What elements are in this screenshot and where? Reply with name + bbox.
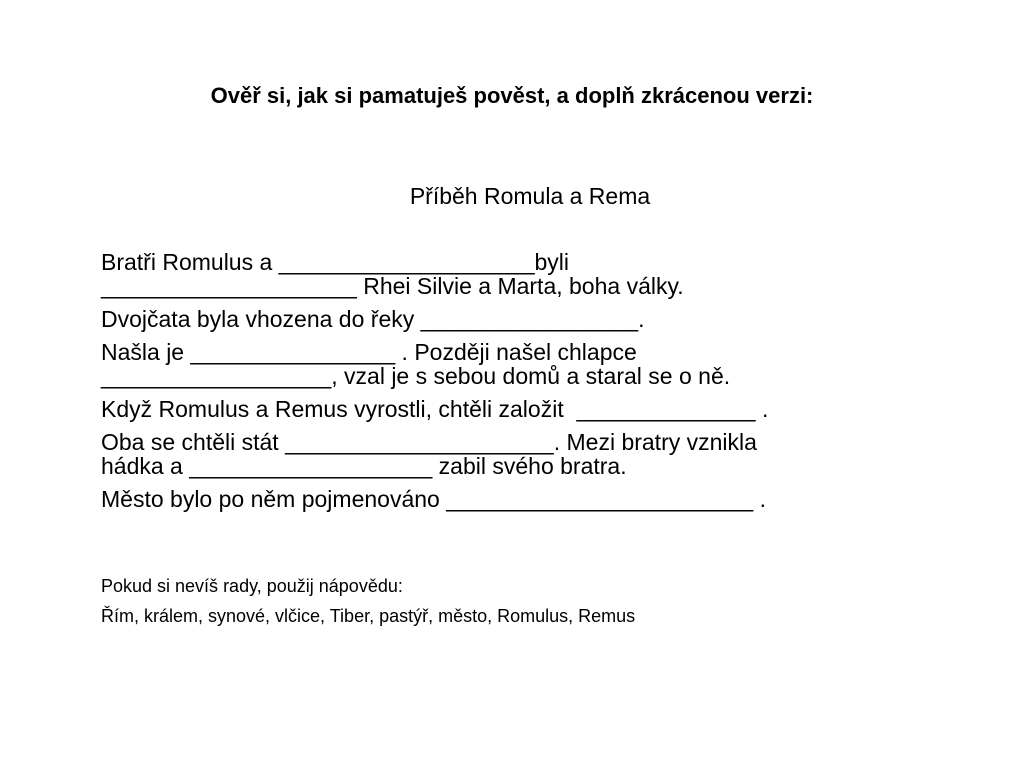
hint-section [101,575,941,635]
page-title: Ověř si, jak si pamatuješ pověst, a doplň zkrácenou verzi: [210,83,814,108]
exercise-sentence-4: Když Romulus a Remus vyrostli, chtěli založit ______________ . [101,396,769,422]
hint-word-list: Řím, králem, synové, vlčice, Tiber, pastýř, město, Romulus, Remus [101,606,636,626]
exercise-sentence-3: Našla je ________________ . Později našel chlapce __________________, vzal je s sebou domů a staral se o ně. [101,339,731,389]
hint-intro: Pokud si nevíš rady, použij nápovědu: [101,576,403,596]
fill-in-exercise [101,250,941,520]
story-title: Příběh Romula a Rema [409,183,651,209]
exercise-sentence-5: Oba se chtěli stát _____________________. Mezi bratry vznikla hádka a ___________________ zabil svého bratra. [101,429,757,479]
exercise-sentence-2: Dvojčata byla vhozena do řeky _________________. [101,306,645,332]
exercise-sentence-6: Město bylo po něm pojmenováno ________________________ . [101,486,766,512]
exercise-sentence-1: Bratři Romulus a ____________________byli ____________________ Rhei Silvie a Marta, boha války. [101,249,684,299]
